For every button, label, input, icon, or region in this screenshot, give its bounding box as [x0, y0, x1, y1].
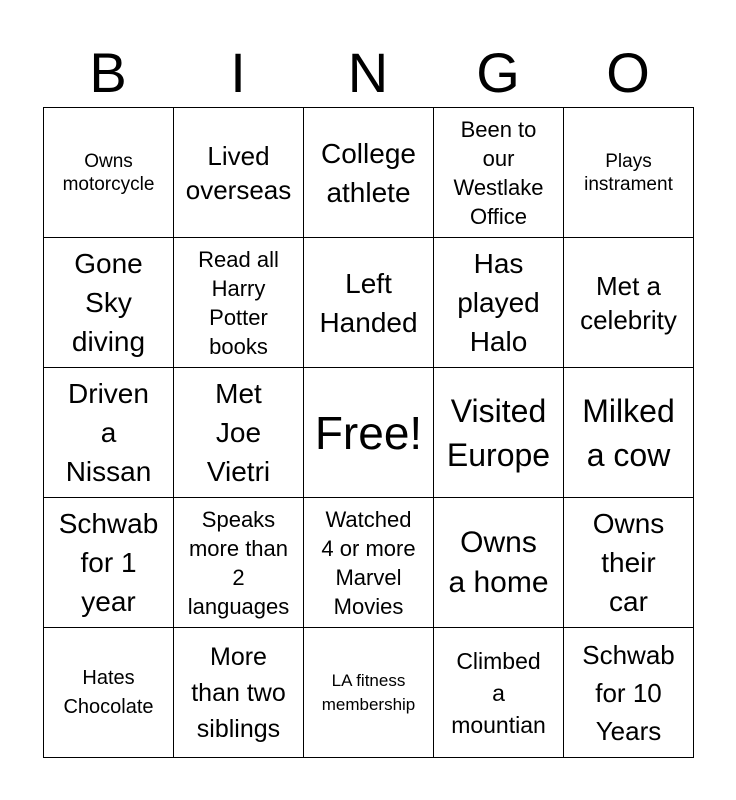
header-letter-g: G	[476, 41, 520, 104]
cell-text: More than two siblings	[191, 642, 286, 743]
free-space-text: Free!	[314, 406, 423, 459]
bingo-cell-g1[interactable]	[434, 108, 564, 238]
bingo-cell-g2[interactable]	[434, 238, 564, 368]
bingo-cell-o4[interactable]	[564, 498, 694, 628]
bingo-cell-o2[interactable]	[564, 238, 694, 368]
bingo-cell-i3[interactable]	[174, 368, 304, 498]
header-letter-i: I	[230, 41, 246, 104]
cell-text: Lived overseas	[185, 140, 292, 205]
cell-text: Met a celebrity	[580, 270, 677, 335]
cell-text: Gone Sky diving	[71, 248, 146, 357]
header-letter-b: B	[89, 41, 127, 104]
bingo-cell-b4[interactable]	[44, 498, 174, 628]
bingo-cell-i5[interactable]	[174, 628, 304, 758]
bingo-cell-i2[interactable]	[174, 238, 304, 368]
bingo-cell-o1[interactable]	[564, 108, 694, 238]
bingo-cell-b3[interactable]	[44, 368, 174, 498]
bingo-cell-n3-free-space[interactable]	[304, 368, 434, 498]
cell-text: Owns a home	[448, 525, 549, 599]
bingo-cell-o5[interactable]	[564, 628, 694, 758]
cell-text: LA fitness membership	[321, 670, 416, 714]
cell-text: Speaks more than 2 languages	[187, 506, 290, 619]
bingo-cell-n1[interactable]	[304, 108, 434, 238]
cell-text: Hates Chocolate	[63, 666, 154, 718]
cell-text: Been to our Westlake Office	[453, 116, 544, 229]
cell-text: Schwab for 1 year	[58, 508, 159, 617]
bingo-cell-n4[interactable]	[304, 498, 434, 628]
bingo-cell-g5[interactable]	[434, 628, 564, 758]
bingo-cell-i4[interactable]	[174, 498, 304, 628]
cell-text: Milked a cow	[582, 392, 675, 473]
cell-text: Met Joe Vietri	[206, 378, 271, 487]
bingo-cell-g3[interactable]	[434, 368, 564, 498]
bingo-header	[43, 38, 693, 108]
bingo-cell-n5[interactable]	[304, 628, 434, 758]
bingo-cell-g4[interactable]	[434, 498, 564, 628]
cell-text: Plays instrament	[584, 150, 673, 195]
cell-text: Left Handed	[319, 267, 418, 338]
bingo-cell-o3[interactable]	[564, 368, 694, 498]
cell-text: Owns their car	[592, 508, 665, 617]
header-letter-n: N	[347, 41, 389, 104]
cell-text: Climbed a mountian	[451, 647, 546, 738]
cell-text: Driven a Nissan	[65, 378, 152, 487]
header-letter-o: O	[606, 41, 650, 104]
cell-text: Read all Harry Potter books	[198, 246, 279, 359]
bingo-cell-i1[interactable]	[174, 108, 304, 238]
cell-text: Schwab for 10 Years	[582, 639, 675, 746]
bingo-cell-n2[interactable]	[304, 238, 434, 368]
cell-text: Watched 4 or more Marvel Movies	[321, 506, 416, 619]
bingo-cell-b1[interactable]	[44, 108, 174, 238]
bingo-cell-b5[interactable]	[44, 628, 174, 758]
bingo-board	[43, 107, 694, 758]
cell-text: Has played Halo	[457, 248, 540, 357]
bingo-cell-b2[interactable]	[44, 238, 174, 368]
cell-text: Owns motorcycle	[62, 150, 155, 195]
cell-text: College athlete	[321, 137, 416, 208]
cell-text: Visited Europe	[446, 392, 551, 473]
